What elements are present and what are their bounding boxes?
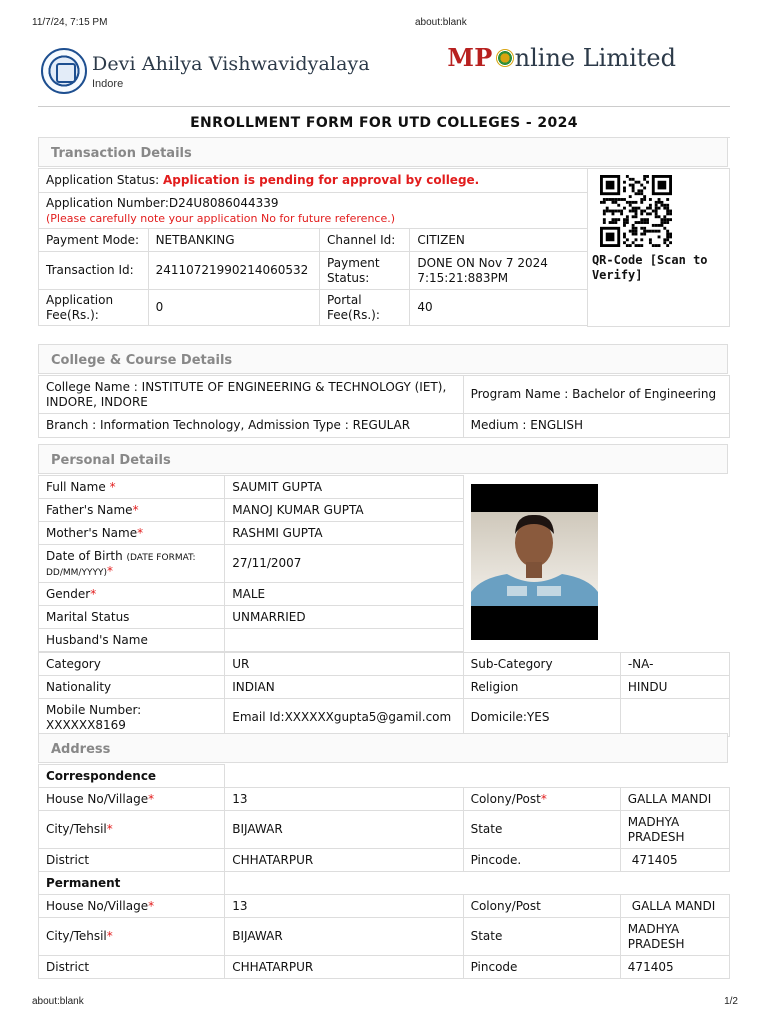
corr-city-label: City/Tehsil* bbox=[39, 811, 225, 849]
email-id-value: XXXXXXgupta5@gamil.com bbox=[284, 710, 452, 725]
domicile: Domicile:YES bbox=[463, 699, 620, 737]
mobile-number-value: XXXXXX8169 bbox=[46, 717, 126, 732]
marital-status-value: UNMARRIED bbox=[225, 606, 463, 629]
husband-name-value bbox=[225, 629, 463, 652]
perm-district-label: District bbox=[39, 956, 225, 979]
mother-name-value: RASHMI GUPTA bbox=[225, 522, 463, 545]
gender-label: Gender* bbox=[39, 583, 225, 606]
perm-state-value: MADHYA PRADESH bbox=[620, 918, 729, 956]
email-id: Email Id:XXXXXXgupta5@gamil.com bbox=[225, 699, 463, 737]
corr-pincode-value: 471405 bbox=[620, 849, 729, 872]
mponline-sun-icon bbox=[496, 49, 514, 67]
applicant-photo bbox=[471, 484, 598, 640]
religion-value: HINDU bbox=[620, 676, 729, 699]
domicile-empty bbox=[620, 699, 729, 737]
personal-table bbox=[38, 475, 730, 737]
transaction-table bbox=[38, 168, 730, 327]
category-label: Category bbox=[39, 653, 225, 676]
nationality-label: Nationality bbox=[39, 676, 225, 699]
section-college-course: College & Course Details bbox=[38, 344, 728, 374]
gender-value: MALE bbox=[225, 583, 463, 606]
corr-house-label: House No/Village* bbox=[39, 788, 225, 811]
channel-id-label: Channel Id: bbox=[320, 229, 410, 252]
correspondence-heading: Correspondence bbox=[39, 765, 225, 788]
page-number: 1/2 bbox=[724, 996, 738, 1007]
qr-code-label: QR-Code [Scan to Verify] bbox=[591, 253, 708, 283]
print-datetime: 11/7/24, 7:15 PM bbox=[32, 17, 108, 28]
dob-value: 27/11/2007 bbox=[225, 545, 463, 583]
application-number-row: Application Number:D24U8086044339 (Please carefully note your application No for future reference.) bbox=[39, 193, 588, 229]
banner bbox=[38, 37, 730, 107]
enrollment-document bbox=[38, 37, 730, 974]
full-name-value: SAUMIT GUPTA bbox=[225, 476, 463, 499]
father-name-label: Father's Name* bbox=[39, 499, 225, 522]
payment-status-value: DONE ON Nov 7 2024 7:15:21:883PM bbox=[410, 252, 588, 290]
marital-status-label: Marital Status bbox=[39, 606, 225, 629]
subcategory-label: Sub-Category bbox=[463, 653, 620, 676]
branch-admission: Branch : Information Technology, Admission Type : REGULAR bbox=[39, 414, 464, 438]
corr-district-label: District bbox=[39, 849, 225, 872]
medium: Medium : ENGLISH bbox=[463, 414, 729, 438]
nationality-value: INDIAN bbox=[225, 676, 463, 699]
religion-label: Religion bbox=[463, 676, 620, 699]
perm-city-label: City/Tehsil* bbox=[39, 918, 225, 956]
college-table bbox=[38, 375, 730, 438]
payment-mode-value: NETBANKING bbox=[148, 229, 319, 252]
address-table bbox=[38, 764, 730, 979]
section-transaction-details: Transaction Details bbox=[38, 137, 728, 167]
corr-pincode-label: Pincode. bbox=[463, 849, 620, 872]
application-status-row: Application Status: Application is pending for approval by college. bbox=[39, 169, 588, 193]
perm-house-value: 13 bbox=[225, 895, 463, 918]
subcategory-value: -NA- bbox=[620, 653, 729, 676]
transaction-id-value: 24110721990214060532 bbox=[148, 252, 319, 290]
application-fee-value: 0 bbox=[148, 290, 319, 326]
application-status-value: Application is pending for approval by college. bbox=[162, 173, 480, 188]
payment-status-label: Payment Status: bbox=[320, 252, 410, 290]
application-number-note: (Please carefully note your application No for future reference.) bbox=[46, 211, 396, 225]
university-seal-icon bbox=[41, 48, 87, 94]
transaction-id-label: Transaction Id: bbox=[39, 252, 149, 290]
channel-id-value: CITIZEN bbox=[410, 229, 588, 252]
category-value: UR bbox=[225, 653, 463, 676]
corr-house-value: 13 bbox=[225, 788, 463, 811]
section-address: Address bbox=[38, 733, 728, 763]
qr-code-cell bbox=[587, 169, 729, 327]
corr-district-value: CHHATARPUR bbox=[225, 849, 463, 872]
university-city: Indore bbox=[92, 78, 124, 90]
application-number: D24U8086044339 bbox=[168, 196, 279, 211]
perm-pincode-value: 471405 bbox=[620, 956, 729, 979]
qr-code-icon bbox=[597, 175, 675, 247]
perm-city-value: BIJAWAR bbox=[225, 918, 463, 956]
full-name-label: Full Name * bbox=[39, 476, 225, 499]
payment-mode-label: Payment Mode: bbox=[39, 229, 149, 252]
corr-state-label: State bbox=[463, 811, 620, 849]
perm-district-value: CHHATARPUR bbox=[225, 956, 463, 979]
father-name-value: MANOJ KUMAR GUPTA bbox=[225, 499, 463, 522]
print-url: about:blank bbox=[415, 17, 467, 28]
perm-colony-value: GALLA MANDI bbox=[620, 895, 729, 918]
program-name: Program Name : Bachelor of Engineering bbox=[463, 376, 729, 414]
university-name: Devi Ahilya Vishwavidyalaya bbox=[92, 53, 370, 75]
corr-colony-label: Colony/Post* bbox=[463, 788, 620, 811]
perm-state-label: State bbox=[463, 918, 620, 956]
perm-pincode-label: Pincode bbox=[463, 956, 620, 979]
portal-fee-label: Portal Fee(Rs.): bbox=[320, 290, 410, 326]
corr-city-value: BIJAWAR bbox=[225, 811, 463, 849]
corr-colony-value: GALLA MANDI bbox=[620, 788, 729, 811]
application-fee-label: Application Fee(Rs.): bbox=[39, 290, 149, 326]
mobile-number: Mobile Number: XXXXXX8169 bbox=[39, 699, 225, 737]
section-personal-details: Personal Details bbox=[38, 444, 728, 474]
mponline-logo: MP nline Limited bbox=[447, 43, 676, 72]
mother-name-label: Mother's Name* bbox=[39, 522, 225, 545]
permanent-heading: Permanent bbox=[39, 872, 225, 895]
college-name: College Name : INSTITUTE OF ENGINEERING & TECHNOLOGY (IET), INDORE, INDORE bbox=[39, 376, 464, 414]
footer-url: about:blank bbox=[32, 996, 84, 1007]
form-title: ENROLLMENT FORM FOR UTD COLLEGES - 2024 bbox=[38, 107, 730, 138]
husband-name-label: Husband's Name bbox=[39, 629, 225, 652]
perm-colony-label: Colony/Post bbox=[463, 895, 620, 918]
portal-fee-value: 40 bbox=[410, 290, 588, 326]
perm-house-label: House No/Village* bbox=[39, 895, 225, 918]
dob-label: Date of Birth (DATE FORMAT: DD/MM/YYYY)* bbox=[39, 545, 225, 583]
applicant-photo-figure bbox=[471, 484, 598, 640]
corr-state-value: MADHYA PRADESH bbox=[620, 811, 729, 849]
